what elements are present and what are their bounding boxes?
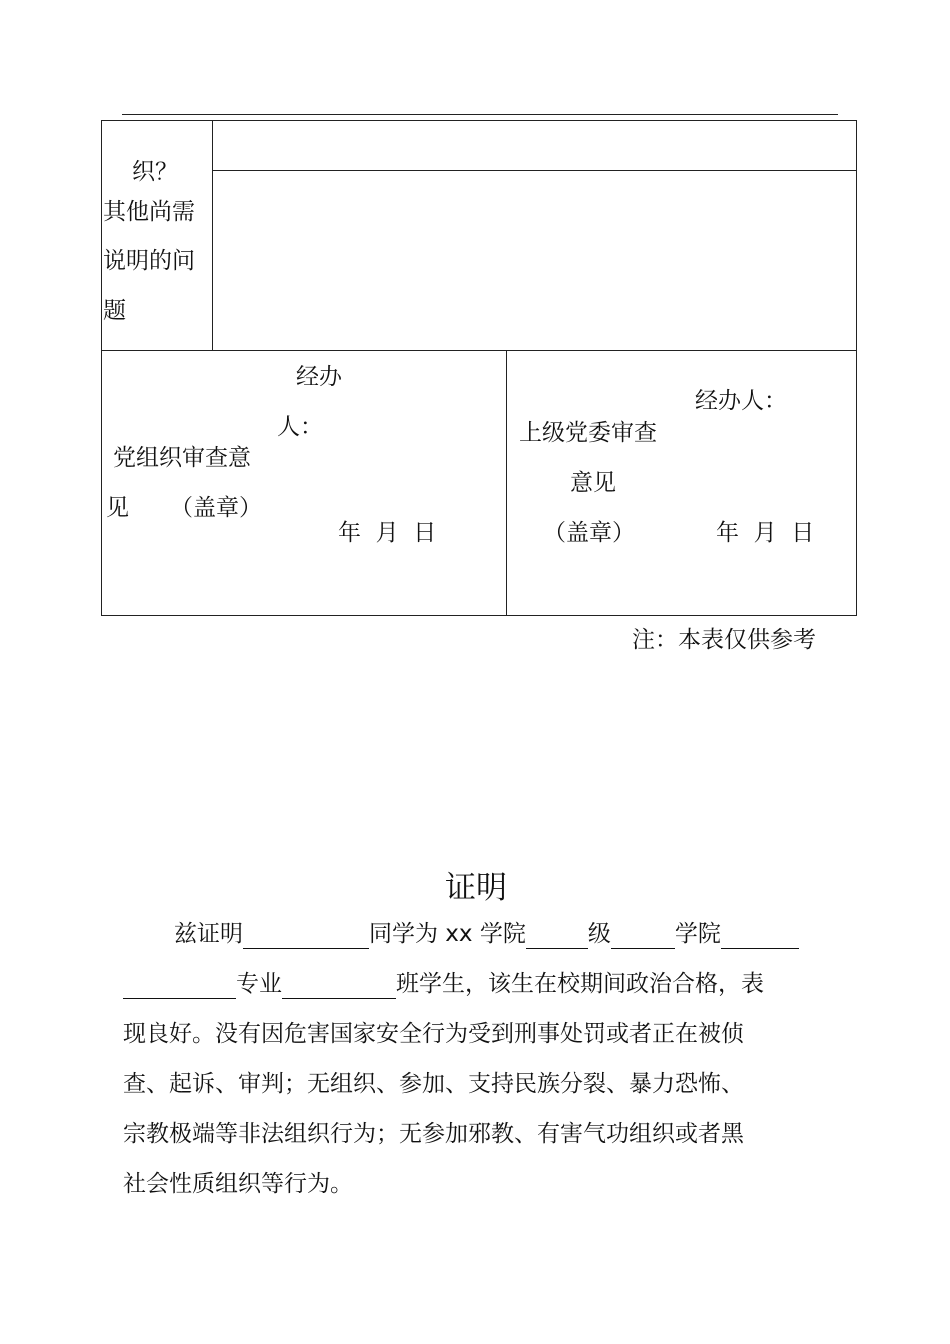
row2-label-line1: 其他尚需 — [103, 199, 195, 225]
certificate-text-1a: 兹证明 — [174, 921, 243, 947]
left-opinion-line1: 党组织审查意 — [113, 445, 251, 471]
right-opinion-line2: 意见 — [570, 470, 616, 496]
certificate-text-1d: 学院 — [674, 921, 721, 947]
row-divider-1 — [212, 170, 857, 171]
table-left-border — [101, 120, 102, 616]
college-prefix-blank — [611, 922, 675, 949]
left-seal: （盖章） — [170, 495, 262, 521]
left-opinion-line2: 见 — [106, 495, 129, 521]
certificate-line-3: 现良好。没有因危害国家安全行为受到刑事处罚或者正在被侦 — [123, 1021, 744, 1047]
top-rule — [122, 114, 838, 115]
right-date: 年 月 日 — [716, 520, 815, 546]
class-blank — [282, 972, 396, 999]
certificate-title: 证明 — [445, 870, 507, 906]
row-divider-2 — [101, 350, 857, 351]
certificate-text-2b: 班学生，该生在校期间政治合格，表 — [396, 971, 764, 997]
table-bottom-border — [101, 615, 857, 616]
grade-blank — [526, 922, 588, 949]
certificate-line-2 — [123, 969, 764, 999]
left-date: 年 月 日 — [338, 520, 437, 546]
certificate-text-2a: 专业 — [236, 971, 282, 997]
bottom-column-divider — [506, 350, 507, 616]
right-seal: （盖章） — [543, 520, 635, 546]
right-handler: 经办人： — [695, 388, 787, 414]
certificate-line-4: 查、起诉、审判；无组织、参加、支持民族分裂、暴力恐怖、 — [123, 1071, 744, 1097]
row1-label-tail: 织？ — [132, 159, 178, 185]
certificate-text-1c: 级 — [587, 921, 611, 947]
certificate-text-1b: 同学为 xx 学院 — [369, 921, 526, 947]
table-note: 注：本表仅供参考 — [632, 627, 816, 653]
student-name-blank — [243, 922, 369, 949]
table-right-border — [856, 120, 857, 616]
table-top-border — [101, 120, 857, 121]
major-prefix-blank — [123, 972, 236, 999]
certificate-line-1 — [174, 919, 799, 949]
label-column-divider — [212, 120, 213, 350]
left-handler-line2: 人： — [277, 414, 323, 440]
right-opinion-line1: 上级党委审查 — [519, 420, 657, 446]
row2-label-line3: 题 — [103, 298, 126, 324]
left-handler-line1: 经办 — [296, 364, 342, 390]
certificate-line-6: 社会性质组织等行为。 — [123, 1171, 353, 1197]
college-blank — [721, 922, 799, 949]
row2-label-line2: 说明的问 — [103, 248, 195, 274]
certificate-line-5: 宗教极端等非法组织行为；无参加邪教、有害气功组织或者黑 — [123, 1121, 744, 1147]
